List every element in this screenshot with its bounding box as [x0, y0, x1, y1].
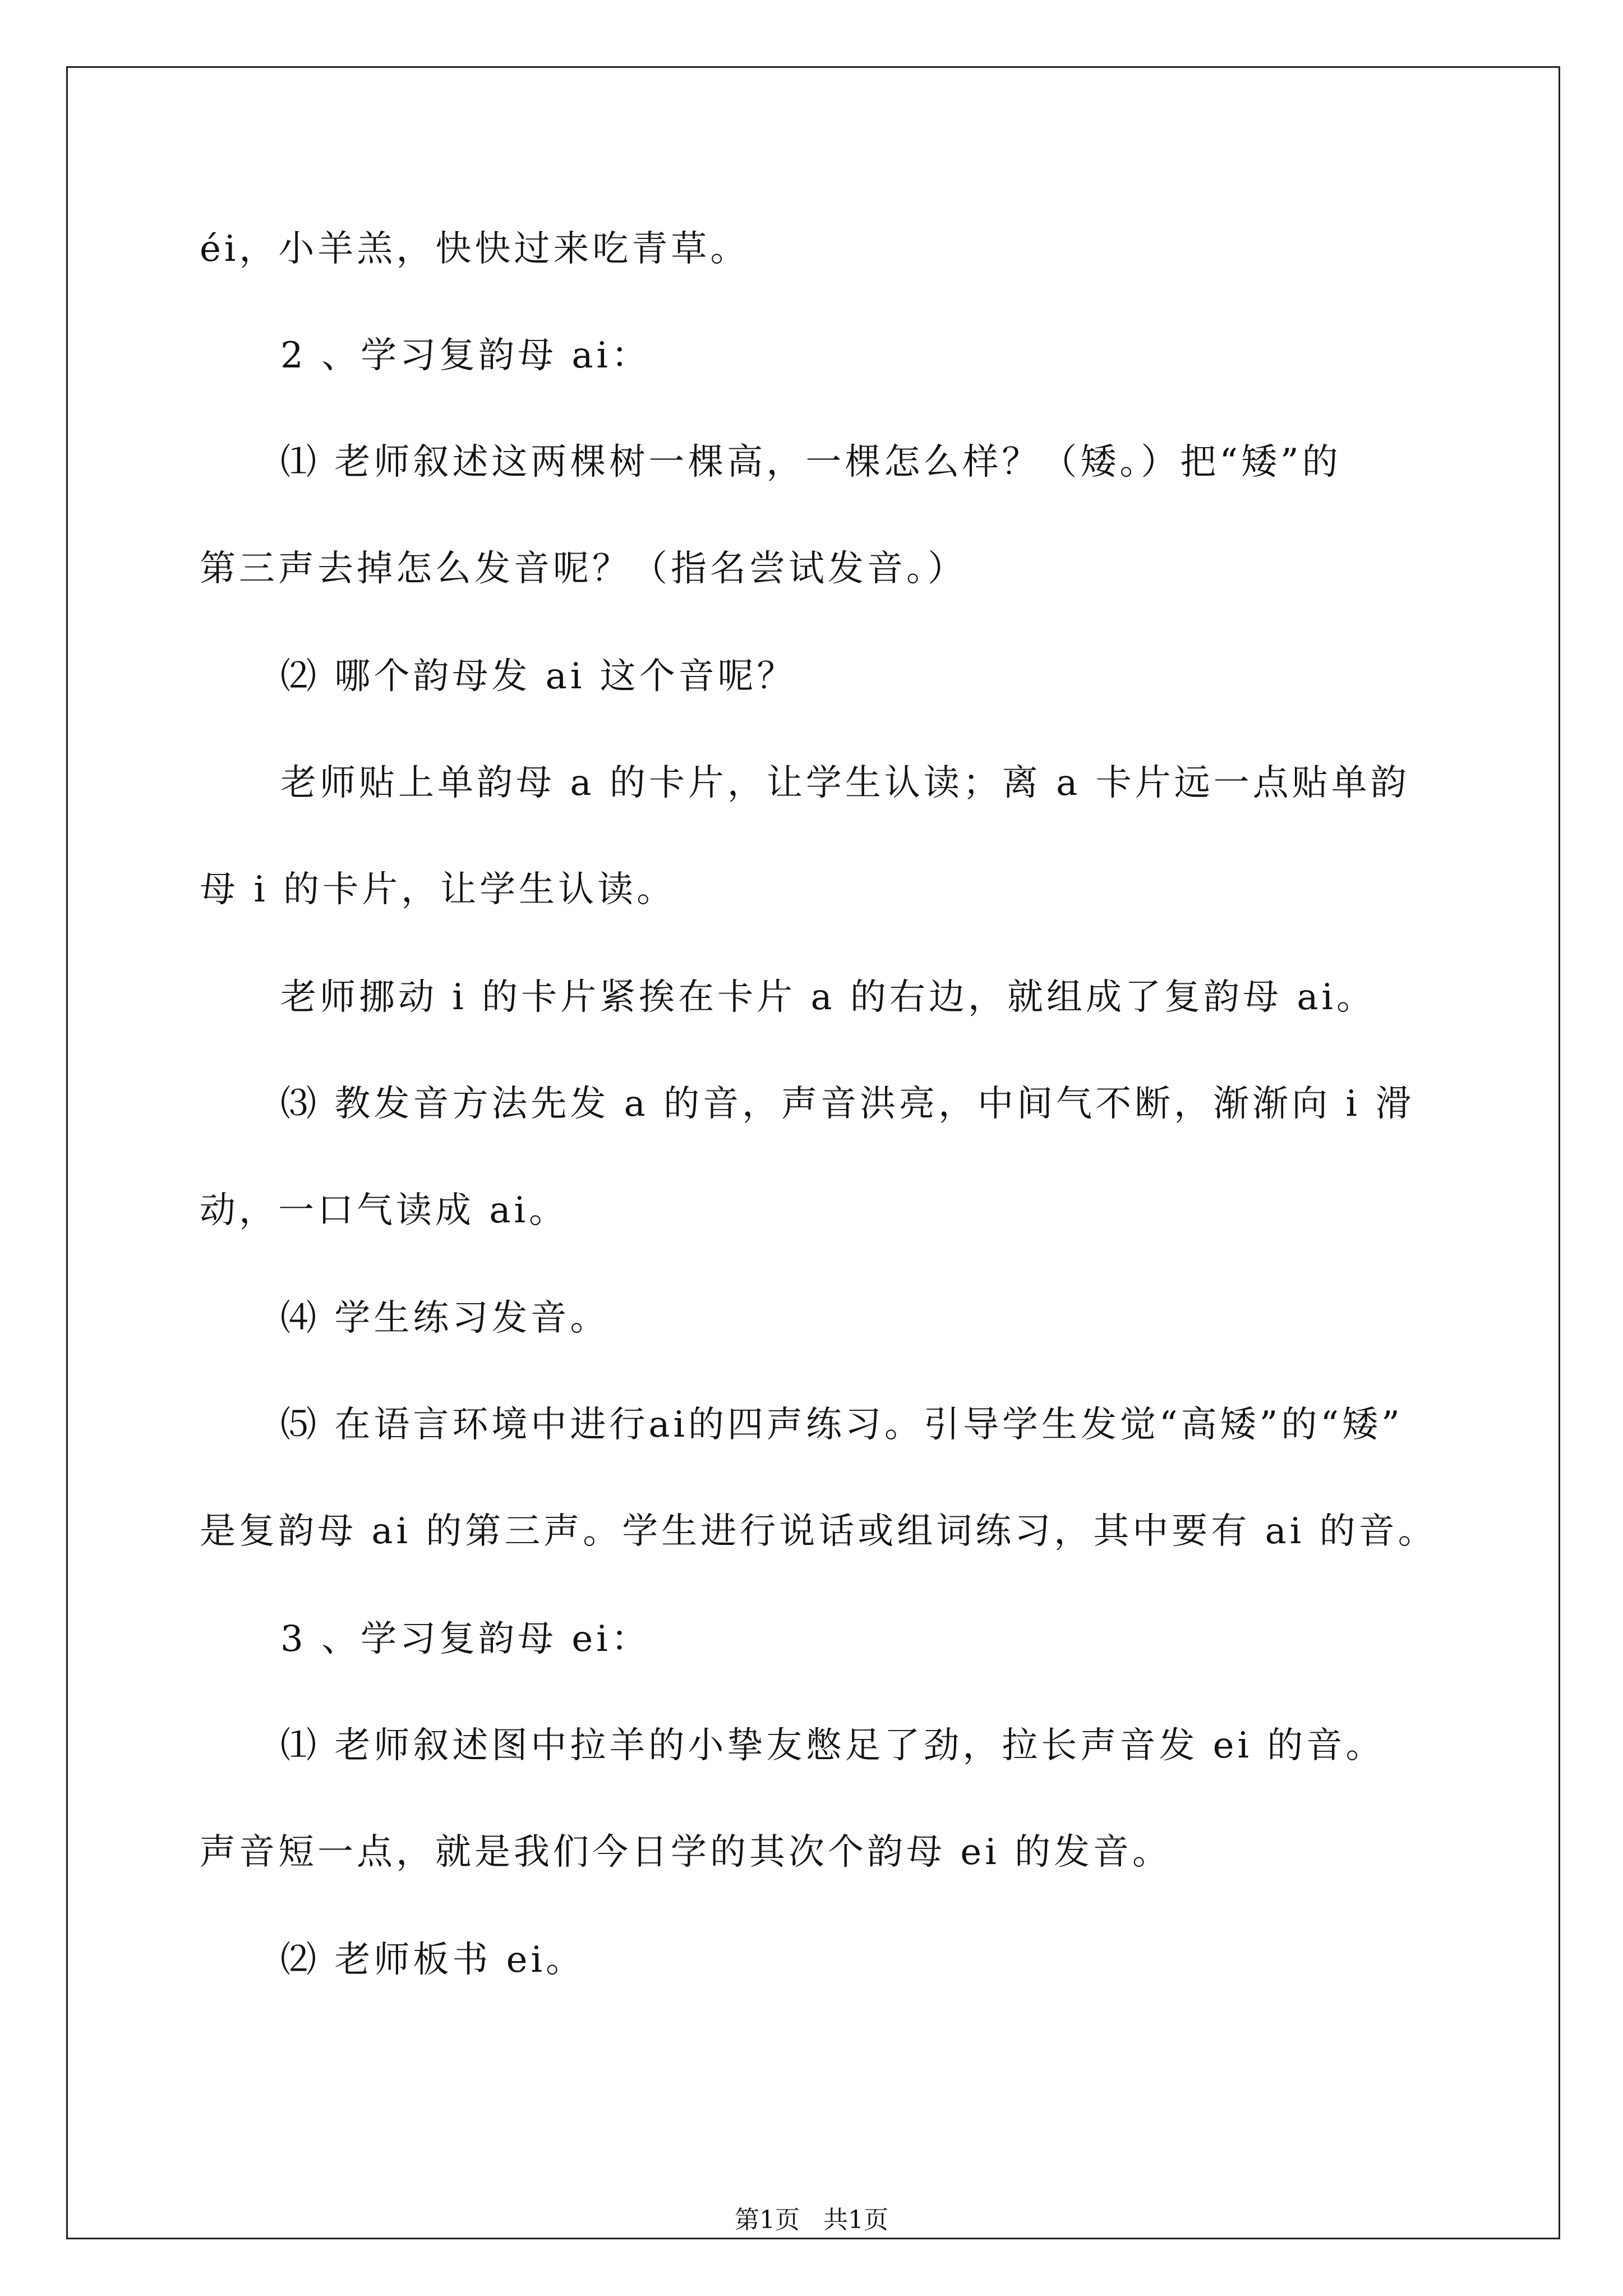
text-line: ⑷ 学生练习发音。 [280, 1297, 610, 1339]
text-line: 动，一口气读成 ai。 [200, 1190, 568, 1231]
section-heading: 2 、学习复韵母 ai： [280, 335, 651, 376]
text-line: 是复韵母 ai 的第三声。学生进行说话或组词练习，其中要有 ai 的音。 [200, 1511, 1437, 1552]
text-line: éi，小羊羔，快快过来吃青草。 [200, 228, 750, 270]
text-line: ⑸ 在语言环境中进行ai的四声练习。引导学生发觉“高矮”的“矮” [280, 1404, 1403, 1446]
text-line: ⑴ 老师叙述图中拉羊的小挚友憋足了劲，拉长声音发 ei 的音。 [280, 1725, 1385, 1766]
text-line: 母 i 的卡片，让学生认读。 [200, 869, 676, 910]
text-line: 老师贴上单韵母 a 的卡片，让学生认读；离 a 卡片远一点贴单韵 [280, 762, 1410, 804]
section-heading: 3 、学习复韵母 ei： [280, 1618, 651, 1660]
text-line: ⑶ 教发音方法先发 a 的音，声音洪亮，中间气不断，渐渐向 i 滑 [280, 1083, 1415, 1125]
text-line: 声音短一点，就是我们今日学的其次个韵母 ei 的发音。 [200, 1832, 1172, 1873]
text-line: ⑵ 老师板书 ei。 [280, 1939, 585, 1981]
text-line: 第三声去掉怎么发音呢？（指名尝试发音。） [200, 548, 967, 590]
text-line: ⑴ 老师叙述这两棵树一棵高，一棵怎么样？（矮。）把“矮”的 [280, 441, 1341, 483]
page-footer: 第1页 共1页 [735, 2206, 888, 2234]
text-line: ⑵ 哪个韵母发 ai 这个音呢？ [280, 656, 796, 697]
text-line: 老师挪动 i 的卡片紧挨在卡片 a 的右边，就组成了复韵母 ai。 [280, 977, 1376, 1018]
